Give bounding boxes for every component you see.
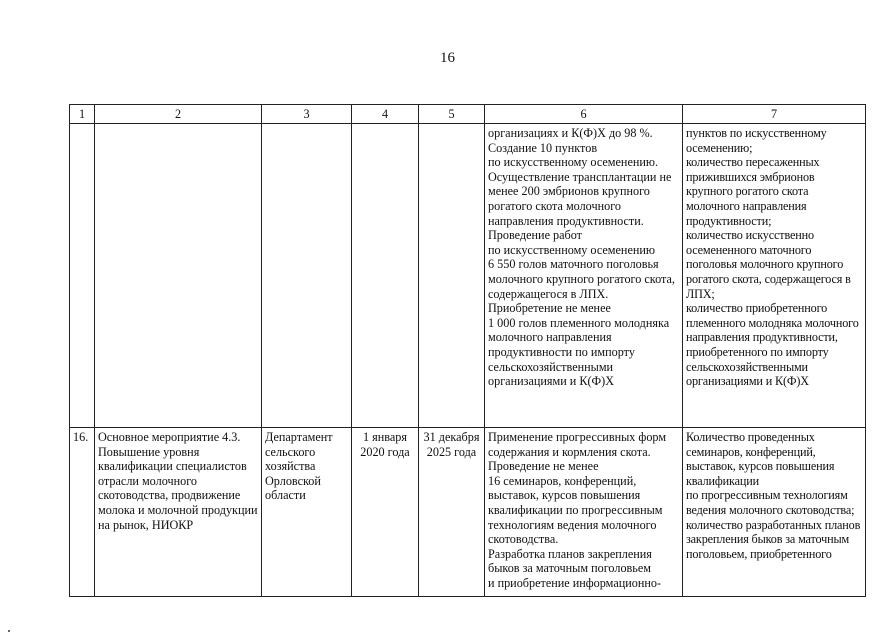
row-number-cell: [70, 124, 95, 428]
column-number: 6: [485, 105, 683, 124]
content-cell: организациях и К(Ф)Х до 98 %. Создание 10 пунктов по искусственному осеменению. Осуществление трансплантации не менее 200 эмбрионов крупного рогатого скота молочного направления продуктивности. Проведение работ по искусственному осеменению 6 550 голов маточного поголовья молочного крупного рогатого скота, содержащегося в ЛПХ. Приобретение не менее 1 000 голов племенного молодняка молочного направления продуктивности по импорту сельскохозяйственными организациями и К(Ф)Х: [485, 124, 683, 428]
column-number: 2: [95, 105, 262, 124]
indicators-cell: Количество проведенных семинаров, конференций, выставок, курсов повышения квалификации по прогрессивным технологиям ведения молочного скотоводства; количество разработанных планов закрепления быков за маточным поголовьем, приобретенного: [683, 428, 866, 597]
start-date-cell: [352, 124, 419, 428]
start-date-cell: 1 января 2020 года: [352, 428, 419, 597]
indicators-cell: пунктов по искусственному осеменению; количество пересаженных прижившихся эмбрионов крупного рогатого скота молочного направления продуктивности; количество искусственно осемененного маточного поголовья молочного крупного рогатого скота, содержащегося в ЛПХ; количество приобретенного племенного молодняка молочного направления продуктивности, приобретенного по импорту сельскохозяйственными организациями и К(Ф)Х: [683, 124, 866, 428]
executor-cell: Департамент сельского хозяйства Орловской области: [262, 428, 352, 597]
table-row: [70, 428, 866, 597]
activities-table: [69, 104, 866, 597]
column-number: 1: [70, 105, 95, 124]
page-number: 16: [440, 50, 455, 66]
end-date-cell: [419, 124, 485, 428]
end-date-cell: 31 декабря 2025 года: [419, 428, 485, 597]
event-cell: [95, 124, 262, 428]
column-number: 7: [683, 105, 866, 124]
executor-cell: [262, 124, 352, 428]
scan-speck: [8, 630, 10, 632]
table-row: [70, 124, 866, 428]
column-number: 5: [419, 105, 485, 124]
event-cell: Основное мероприятие 4.3. Повышение уровня квалификации специалистов отрасли молочного скотоводства, продвижение молока и молочной продукции на рынок, НИОКР: [95, 428, 262, 597]
content-cell: Применение прогрессивных форм содержания и кормления скота. Проведение не менее 16 семинаров, конференций, выставок, курсов повышения квалификации по прогрессивным технологиям ведения молочного скотоводства. Разработка планов закрепления быков за маточным поголовьем и приобретение информационно-: [485, 428, 683, 597]
column-number-row: [70, 105, 866, 124]
column-number: 4: [352, 105, 419, 124]
row-number-cell: 16.: [70, 428, 95, 597]
column-number: 3: [262, 105, 352, 124]
